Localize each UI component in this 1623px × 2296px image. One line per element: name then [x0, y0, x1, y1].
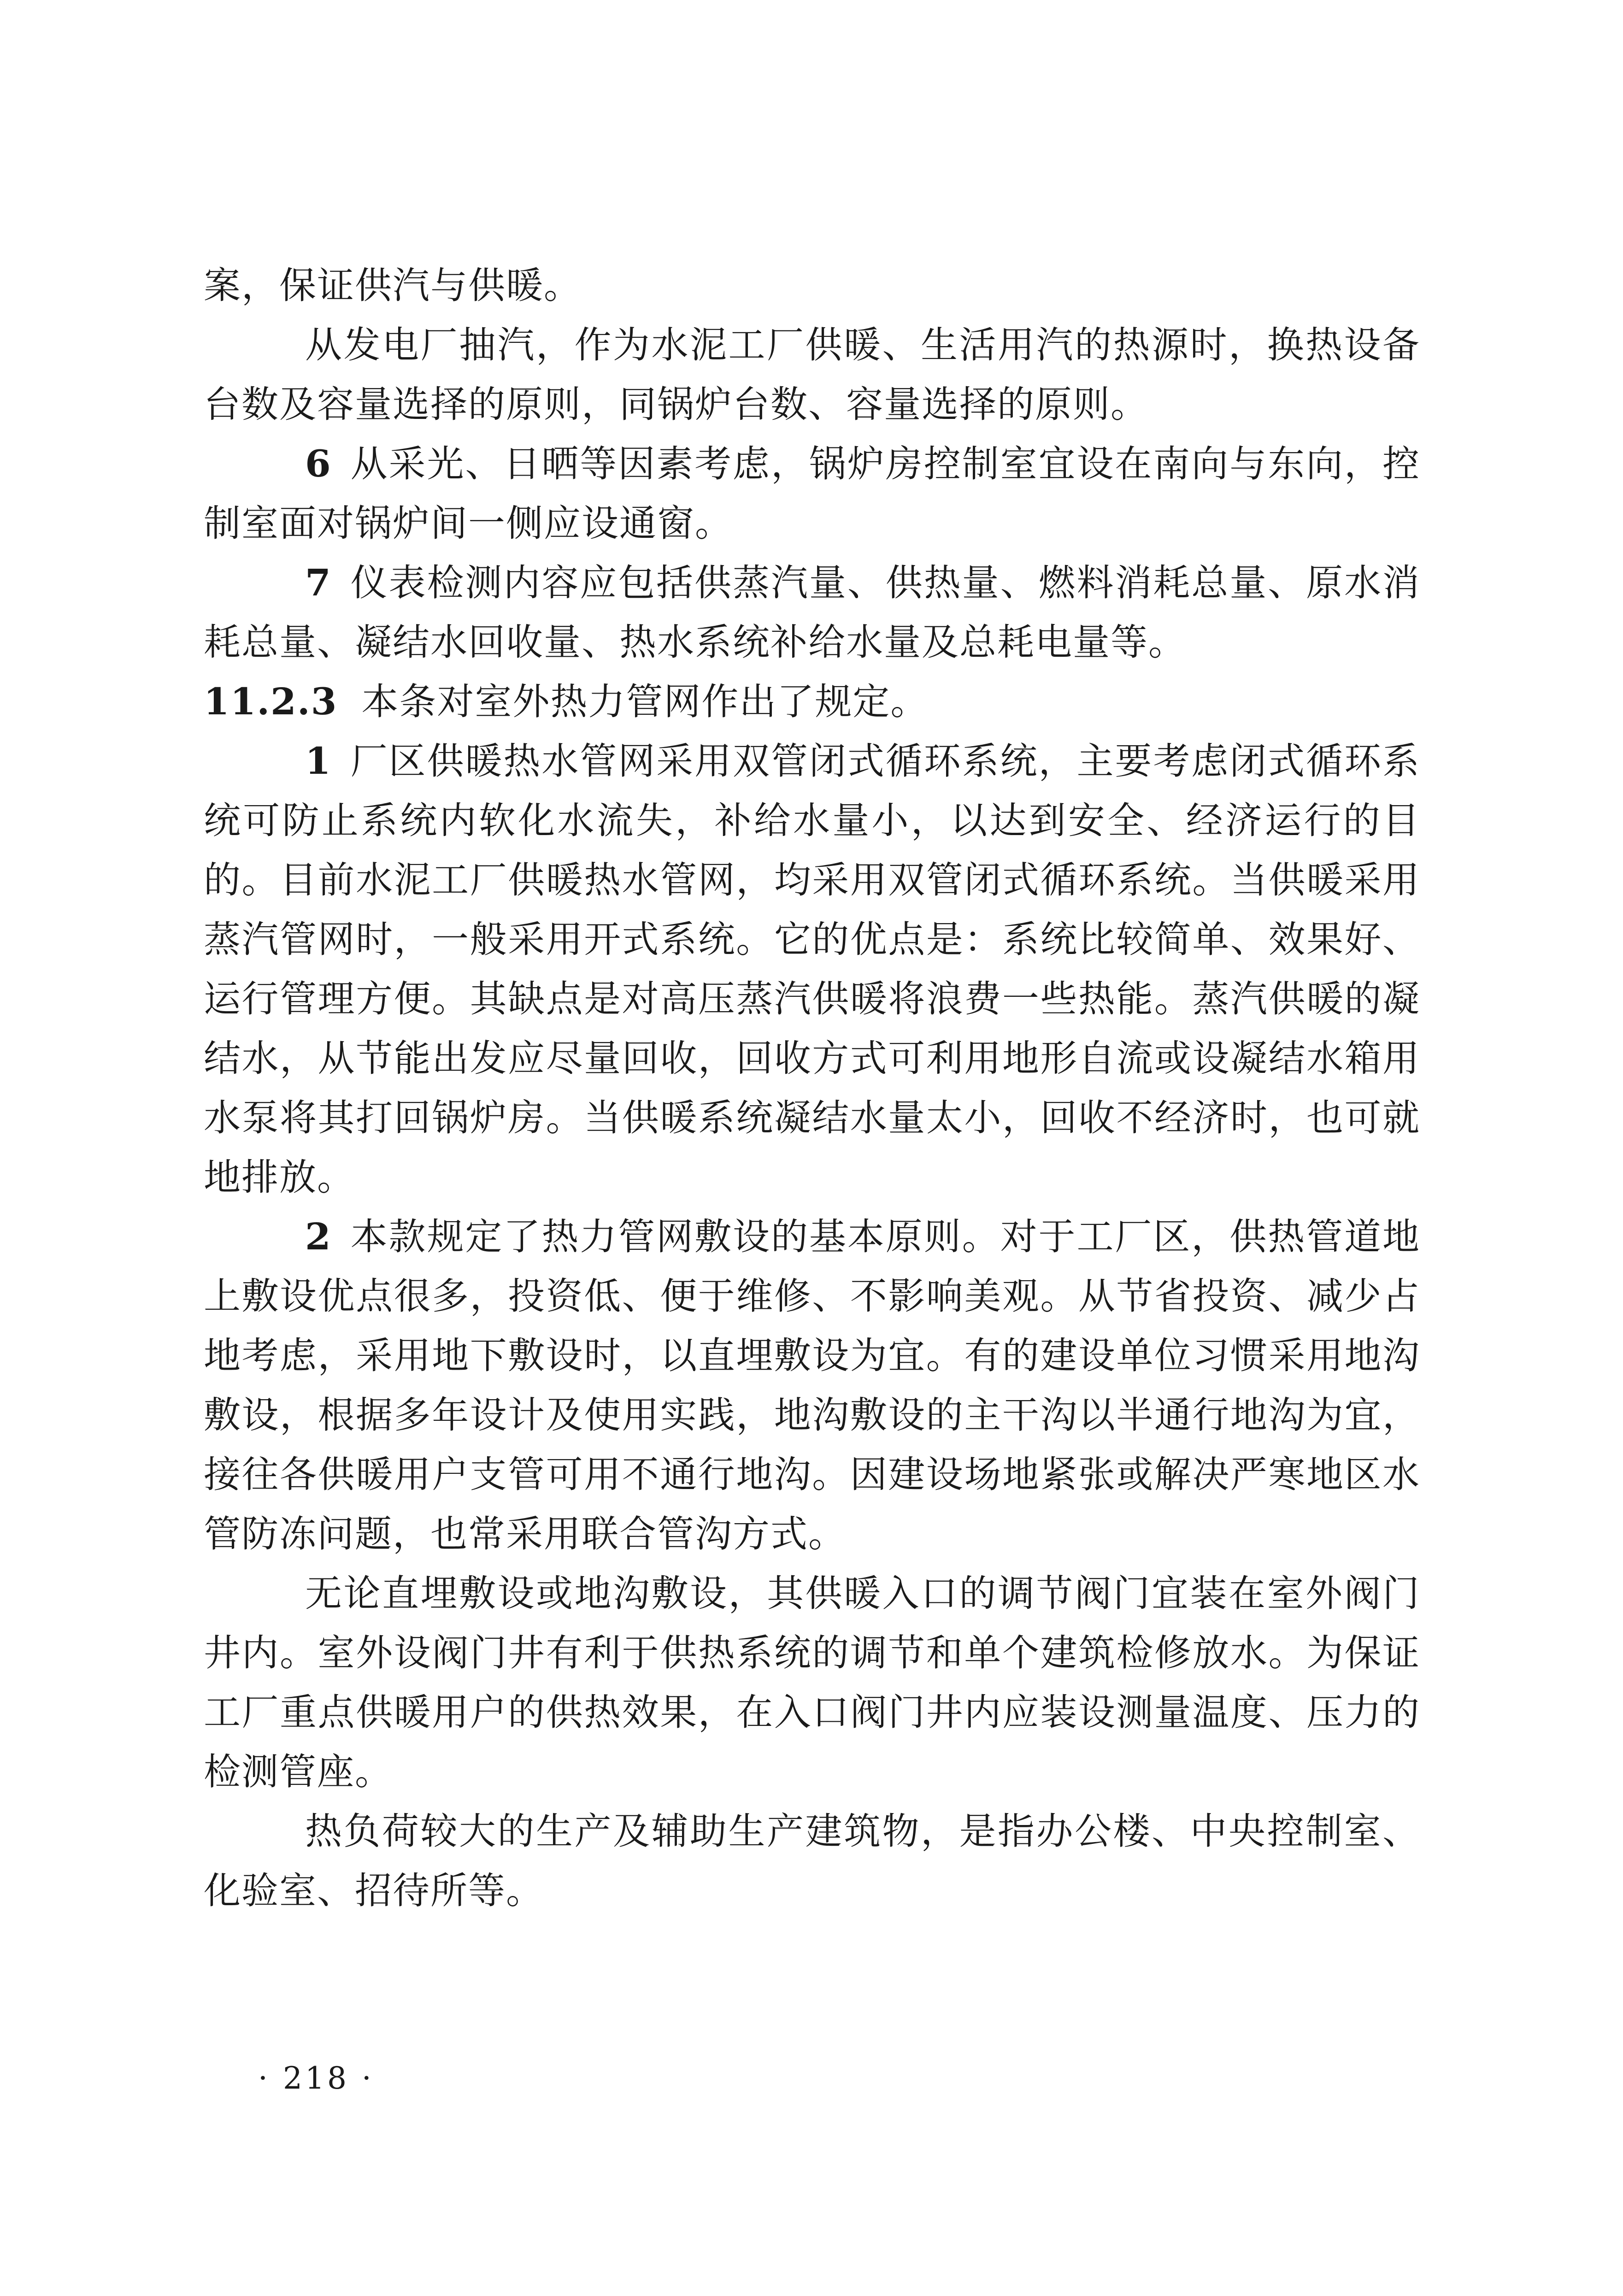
paragraph-0 [204, 256, 1420, 315]
item-number: 2 [305, 1215, 332, 1258]
paragraph-5 [204, 731, 1420, 1207]
paragraph-text: 从发电厂抽汽，作为水泥工厂供暖、生活用汽的热源时，换热设备台数及容量选择的原则，同锅炉台数、容量选择的原则。 [204, 324, 1420, 426]
paragraph-7 [204, 1564, 1420, 1801]
paragraph-text: 本款规定了热力管网敷设的基本原则。对于工厂区，供热管道地上敷设优点很多，投资低、便于维修、不影响美观。从节省投资、减少占地考虑，采用地下敷设时，以直埋敷设为宜。有的建设单位习惯采用地沟敷设，根据多年设计及使用实践，地沟敷设的主干沟以半通行地沟为宜，接往各供暖用户支管可用不通行地沟。因建设场地紧张或解决严寒地区水管防冻问题，也常采用联合管沟方式。 [204, 1215, 1420, 1555]
item-number: 7 [305, 561, 332, 604]
paragraph-4 [204, 672, 1420, 731]
paragraph-text: 从采光、日晒等因素考虑，锅炉房控制室宜设在南向与东向，控制室面对锅炉间一侧应设通窗。 [204, 442, 1420, 545]
section-number: 11.2.3 [204, 680, 338, 723]
paragraph-6 [204, 1207, 1420, 1564]
paragraph-2 [204, 434, 1420, 553]
paragraph-8 [204, 1801, 1420, 1920]
paragraph-text: 案，保证供汽与供暖。 [204, 264, 582, 307]
item-number: 6 [305, 442, 332, 485]
paragraph-3 [204, 553, 1420, 672]
paragraph-text: 本条对室外热力管网作出了规定。 [361, 680, 929, 723]
paragraph-text: 无论直埋敷设或地沟敷设，其供暖入口的调节阀门宜装在室外阀门井内。室外设阀门井有利于供热系统的调节和单个建筑检修放水。为保证工厂重点供暖用户的供热效果，在入口阀门井内应装设测量温度、压力的检测管座。 [204, 1572, 1420, 1793]
paragraph-text: 仪表检测内容应包括供蒸汽量、供热量、燃料消耗总量、原水消耗总量、凝结水回收量、热水系统补给水量及总耗电量等。 [204, 561, 1420, 664]
body-text [204, 256, 1420, 1920]
paragraph-text: 热负荷较大的生产及辅助生产建筑物，是指办公楼、中央控制室、化验室、招待所等。 [204, 1810, 1420, 1912]
paragraph-1 [204, 315, 1420, 434]
item-number: 1 [305, 739, 332, 783]
page-number: · 218 · [258, 2061, 374, 2096]
paragraph-text: 厂区供暖热水管网采用双管闭式循环系统，主要考虑闭式循环系统可防止系统内软化水流失，补给水量小，以达到安全、经济运行的目的。目前水泥工厂供暖热水管网，均采用双管闭式循环系统。当供暖采用蒸汽管网时，一般采用开式系统。它的优点是：系统比较简单、效果好、运行管理方便。其缺点是对高压蒸汽供暖将浪费一些热能。蒸汽供暖的凝结水，从节能出发应尽量回收，回收方式可利用地形自流或设凝结水箱用水泵将其打回锅炉房。当供暖系统凝结水量太小，回收不经济时，也可就地排放。 [204, 740, 1420, 1199]
